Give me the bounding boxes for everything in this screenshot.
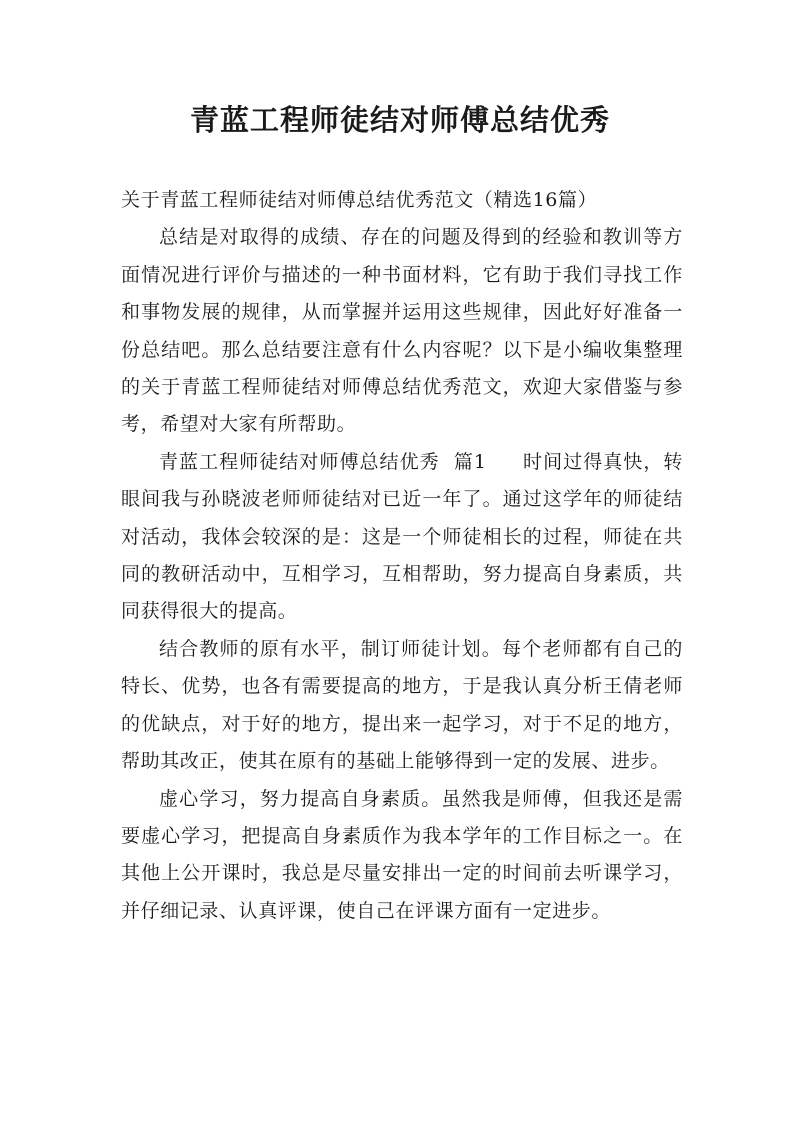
document-body bbox=[121, 182, 683, 930]
paragraph-1: 总结是对取得的成绩、存在的问题及得到的经验和教训等方面情况进行评价与描述的一种书面材料，它有助于我们寻找工作和事物发展的规律，从而掌握并运用这些规律，因此好好准备一份总结吧。那么总结要注意有什么内容呢？以下是小编收集整理的关于青蓝工程师徒结对师傅总结优秀范文，欢迎大家借鉴与参考，希望对大家有所帮助。 bbox=[121, 226, 683, 436]
paragraph-2 bbox=[121, 444, 683, 631]
intro-line: 关于青蓝工程师徒结对师傅总结优秀范文（精选16篇） bbox=[121, 189, 598, 211]
paragraph-3: 结合教师的原有水平，制订师徒计划。每个老师都有自己的特长、优势，也各有需要提高的地方，于是我认真分析王倩老师的优缺点，对于好的地方，提出来一起学习，对于不足的地方，帮助其改正，使其在原有的基础上能够得到一定的发展、进步。 bbox=[121, 637, 683, 773]
section-heading: 青蓝工程师徒结对师傅总结优秀 篇1 bbox=[159, 450, 487, 473]
document-title: 青蓝工程师徒结对师傅总结优秀 bbox=[189, 103, 610, 137]
paragraph-4: 虚心学习，努力提高自身素质。虽然我是师傅，但我还是需要虚心学习，把提高自身素质作为我本学年的工作目标之一。在其他上公开课时，我总是尽量安排出一定的时间前去听课学习，并仔细记录、认真评课，使自己在评课方面有一定进步。 bbox=[121, 787, 683, 922]
section-1-body: 时间过得真快，转眼间我与孙晓波老师师徒结对已近一年了。通过这学年的师徒结对活动，我体会较深的是：这是一个师徒相长的过程，师徒在共同的教研活动中，互相学习，互相帮助，努力提高自身素质，共同获得很大的提高。 bbox=[121, 450, 683, 623]
